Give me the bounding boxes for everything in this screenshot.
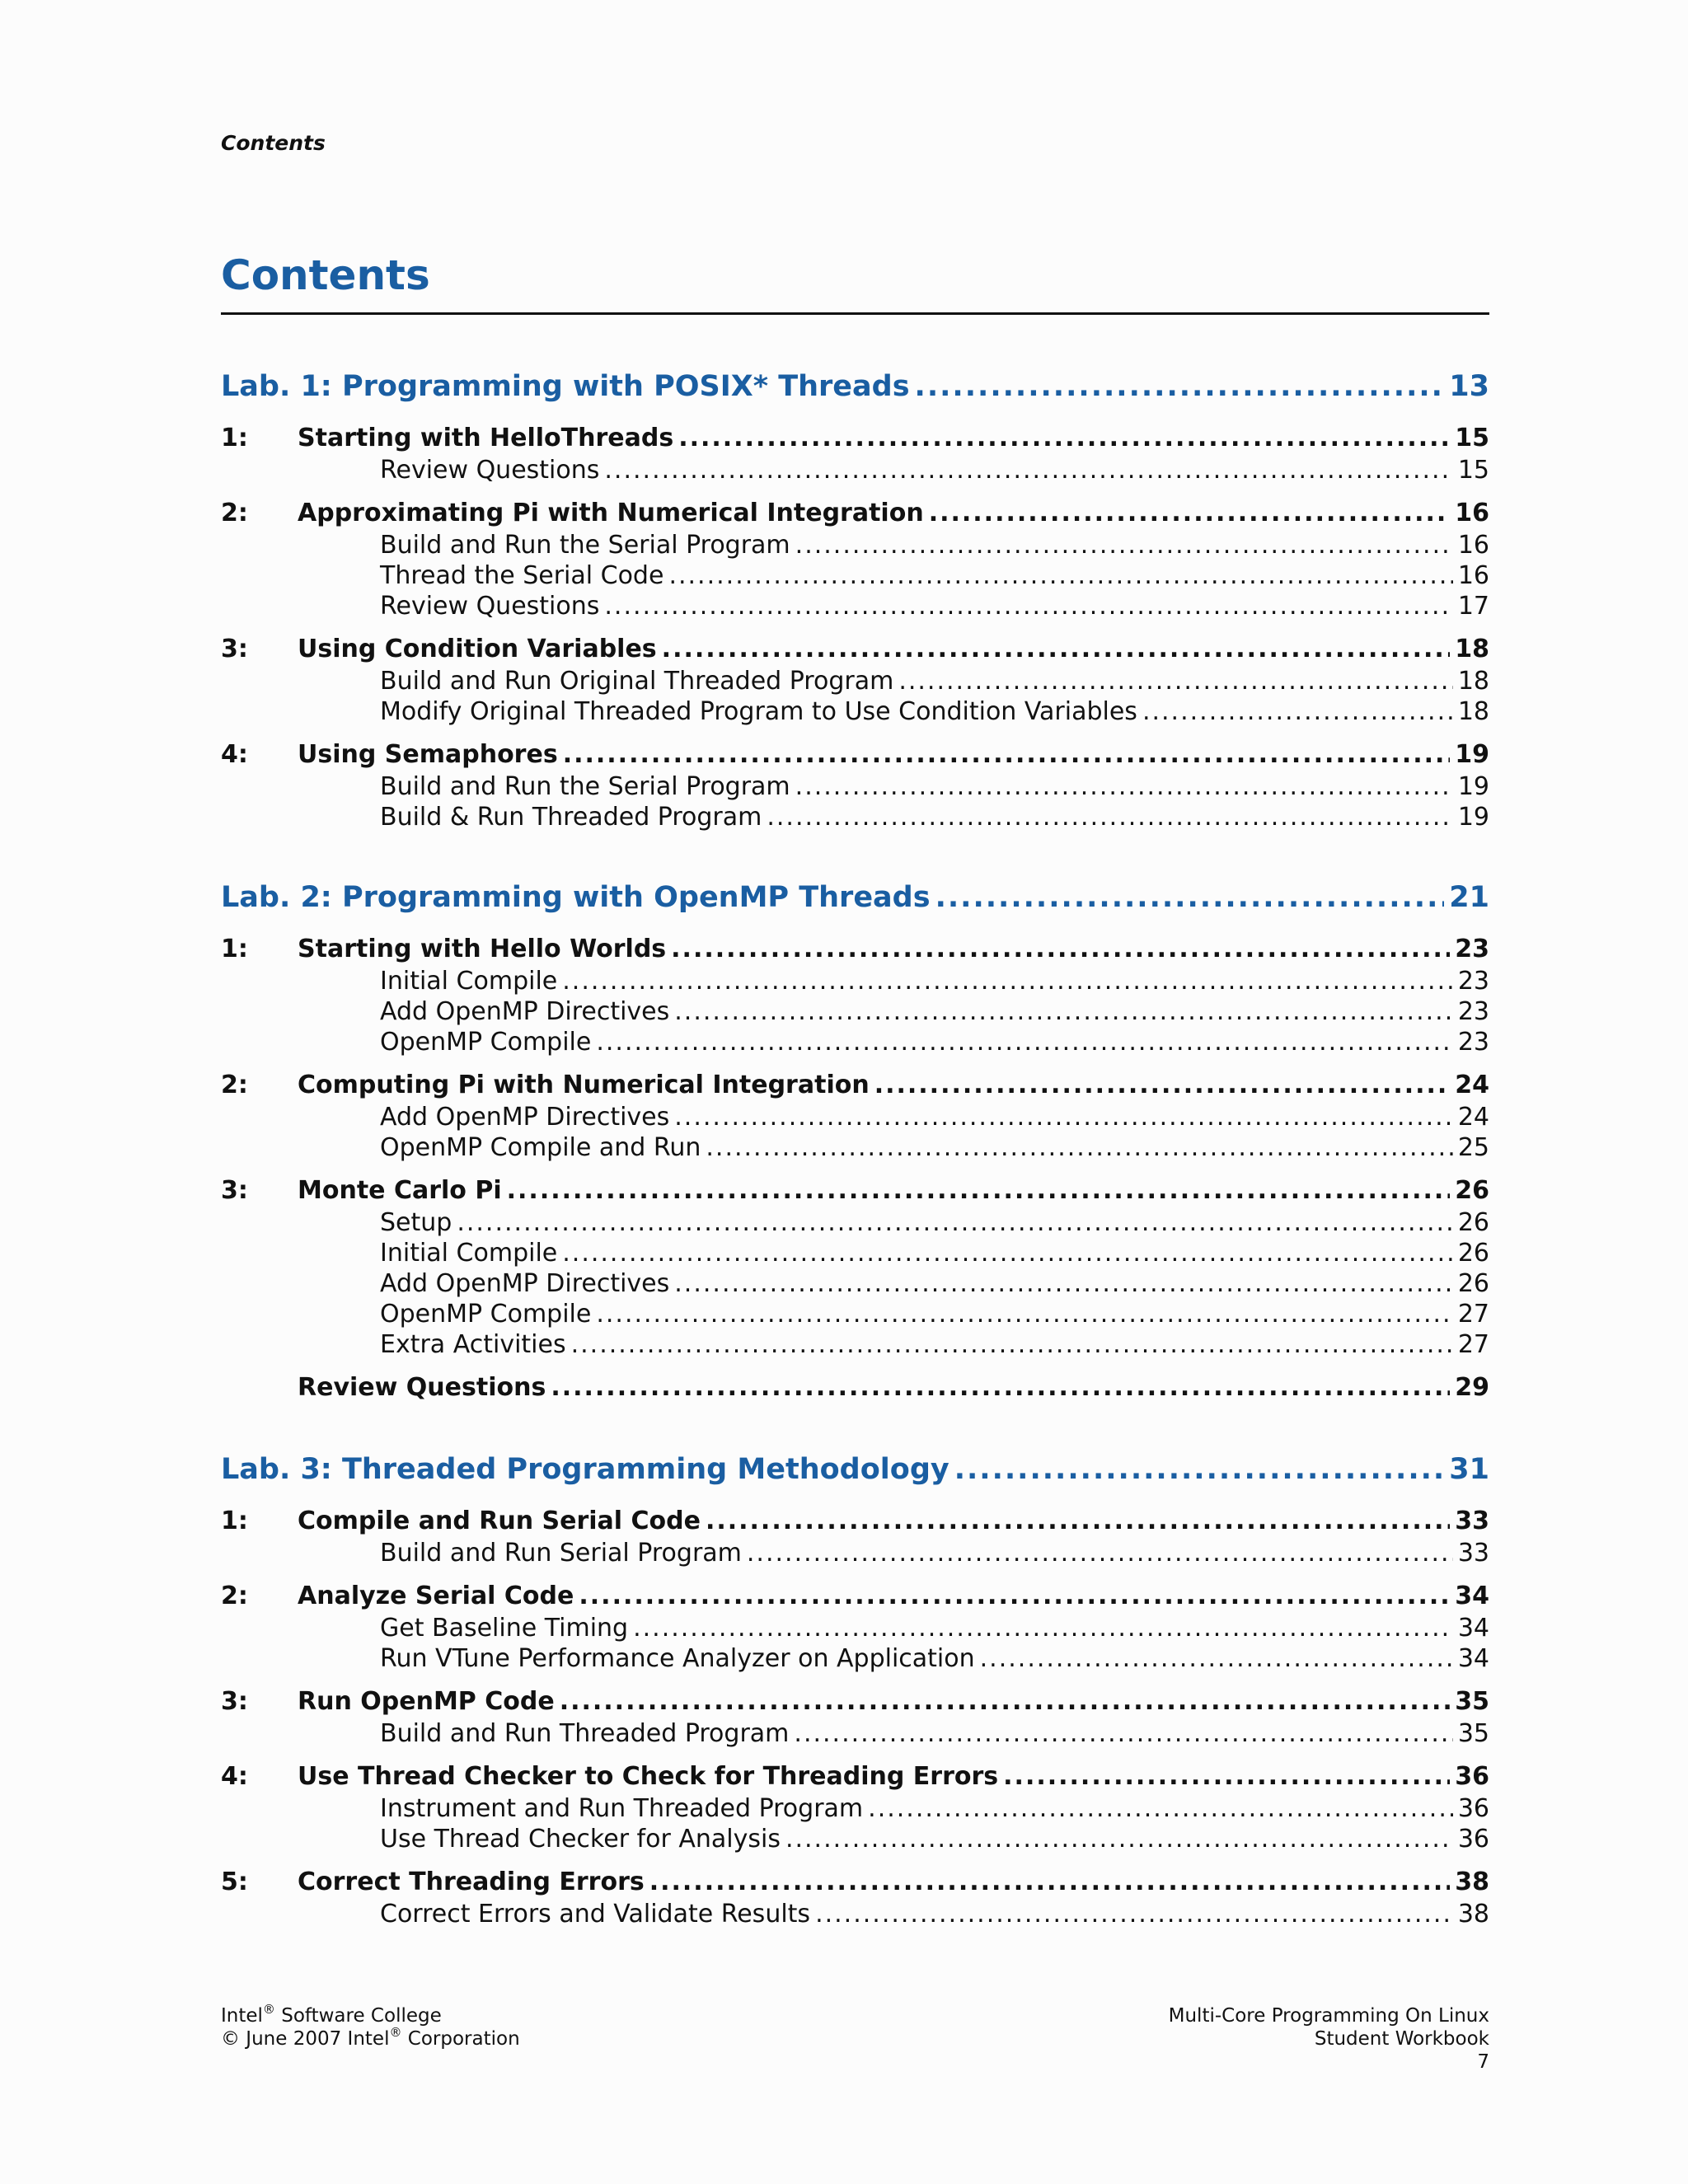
toc-section-number: 3: [221,1176,248,1205]
toc-page-number: 18 [1457,697,1489,726]
toc-entry-title: Compile and Run Serial Code [298,1507,701,1535]
footer-left [221,2004,520,2050]
dot-leader [706,1132,1452,1163]
dot-leader [898,666,1452,696]
toc-subsection-entry[interactable] [221,1132,1489,1163]
toc-section-number: 1: [221,1507,248,1535]
footer-book-subtitle: Student Workbook [1314,2028,1489,2050]
toc-entry-title: Starting with HelloThreads [298,424,674,452]
dot-leader [915,363,1445,410]
dot-leader [560,1685,1451,1718]
toc-page-number: 34 [1457,1614,1489,1643]
toc-section-entry[interactable] [221,933,1489,966]
toc-subsection-entry[interactable] [221,1299,1489,1329]
toc-section-entry[interactable] [221,1685,1489,1718]
toc-page-number: 25 [1457,1133,1489,1162]
toc-entry-title: Build and Run the Serial Program [380,531,790,560]
toc-entry-title: Build and Run Serial Program [380,1539,742,1568]
dot-leader [785,1824,1453,1854]
dot-leader [815,1899,1453,1929]
toc-subsection-entry[interactable] [221,1613,1489,1643]
dot-leader [604,455,1452,485]
toc-entry-title: Extra Activities [380,1330,566,1359]
toc-section-number: 1: [221,424,248,452]
toc-entry-title: Build & Run Threaded Program [380,803,762,832]
toc-page-number: 21 [1449,881,1489,914]
toc-section-entry[interactable] [221,422,1489,455]
toc-entry-title: Setup [380,1208,452,1237]
dot-leader [662,633,1451,666]
toc-section-entry[interactable] [221,1760,1489,1793]
toc-section-entry[interactable] [221,633,1489,666]
toc-entry-title: Lab. 2: Programming with OpenMP Threads [221,881,931,914]
dot-leader [795,530,1453,560]
toc-page-number: 27 [1457,1330,1489,1359]
toc-page-number: 24 [1457,1103,1489,1132]
toc-section-number: 4: [221,740,248,769]
toc-entry-title: Use Thread Checker to Check for Threading Errors [298,1762,999,1791]
toc-subsection-entry[interactable] [221,1268,1489,1299]
toc-page-number: 34 [1455,1582,1489,1610]
running-header: Contents [221,131,326,155]
toc-page-number: 27 [1457,1300,1489,1329]
toc-page-number: 26 [1457,1239,1489,1268]
toc-section-entry[interactable] [221,1174,1489,1207]
toc-subsection-entry[interactable] [221,455,1489,485]
toc-entry-title: OpenMP Compile [380,1028,592,1057]
toc-subsection-entry[interactable] [221,1899,1489,1929]
toc-entry-title: Computing Pi with Numerical Integration [298,1071,870,1099]
toc-page-number: 18 [1457,667,1489,696]
toc-subsection-entry[interactable] [221,696,1489,727]
page-number: 7 [1477,2051,1489,2073]
toc-entry-title: Run OpenMP Code [298,1687,555,1716]
toc-subsection-entry[interactable] [221,771,1489,802]
toc-page-number: 34 [1457,1644,1489,1673]
toc-entry-title: Using Condition Variables [298,635,657,663]
dot-leader [596,1027,1452,1057]
toc-section-entry[interactable] [221,1371,1489,1404]
toc-subsection-entry[interactable] [221,1643,1489,1674]
dot-leader [980,1643,1453,1674]
toc-entry-title: Initial Compile [380,1239,558,1268]
toc-subsection-entry[interactable] [221,1027,1489,1057]
dot-leader [794,1718,1452,1749]
toc-page-number: 31 [1449,1453,1489,1486]
toc-section-entry[interactable] [221,1866,1489,1899]
dot-leader [457,1207,1452,1238]
dot-leader [706,1505,1450,1538]
toc-entry-title: Analyze Serial Code [298,1582,574,1610]
toc-subsection-entry[interactable] [221,1207,1489,1238]
toc-subsection-entry[interactable] [221,666,1489,696]
dot-leader [935,874,1445,921]
dot-leader [874,1069,1451,1102]
toc-entry-title: Instrument and Run Threaded Program [380,1794,864,1823]
dot-leader [1142,696,1453,727]
toc-entry-title: Lab. 1: Programming with POSIX* Threads [221,370,910,403]
dot-leader [571,1329,1453,1360]
toc-page-number: 19 [1457,772,1489,801]
dot-leader [678,422,1450,455]
dot-leader [868,1793,1453,1824]
toc-section-number: 4: [221,1762,248,1791]
toc-entry-title: Add OpenMP Directives [380,997,670,1026]
toc-page-number: 19 [1455,740,1489,769]
dot-leader [633,1613,1453,1643]
toc-entry-title: Using Semaphores [298,740,558,769]
toc-section-number: 1: [221,935,248,963]
toc-page-number: 38 [1455,1868,1489,1896]
toc-section-number: 3: [221,1687,248,1716]
toc-page-number: 36 [1455,1762,1489,1791]
toc-entry-title: Get Baseline Timing [380,1614,629,1643]
toc-section-number: 2: [221,499,248,527]
toc-page-number: 35 [1457,1719,1489,1748]
toc-entry-title: Correct Errors and Validate Results [380,1900,811,1929]
title-rule [221,312,1489,315]
toc-entry-title: Thread the Serial Code [380,561,664,590]
footer-left-line1: Intel® Software College [221,2002,442,2027]
toc-entry-title: Initial Compile [380,967,558,996]
toc-page-number: 16 [1457,531,1489,560]
toc-subsection-entry[interactable] [221,1102,1489,1132]
toc-entry-title: Build and Run Original Threaded Program [380,667,894,696]
toc-page-number: 23 [1457,997,1489,1026]
toc-page-number: 15 [1455,424,1489,452]
dot-leader [668,560,1452,591]
toc-entry-title: Monte Carlo Pi [298,1176,502,1205]
toc-page-number: 23 [1455,935,1489,963]
toc-page-number: 29 [1455,1373,1489,1402]
toc-entry-title: OpenMP Compile and Run [380,1133,701,1162]
dot-leader [551,1371,1450,1404]
toc-page-number: 23 [1457,1028,1489,1057]
dot-leader [674,1102,1453,1132]
toc-page-number: 33 [1457,1539,1489,1568]
toc-subsection-entry[interactable] [221,966,1489,996]
toc-subsection-entry[interactable] [221,1718,1489,1749]
toc-section-number: 2: [221,1582,248,1610]
toc-section-entry[interactable] [221,497,1489,530]
toc-page-number: 19 [1457,803,1489,832]
footer-right [1169,2004,1489,2074]
dot-leader [563,738,1451,771]
toc-subsection-entry[interactable] [221,591,1489,621]
toc-subsection-entry[interactable] [221,996,1489,1027]
dot-leader [767,802,1452,832]
toc-entry-title: Review Questions [298,1373,546,1402]
toc-page-number: 26 [1457,1208,1489,1237]
toc-page-number: 23 [1457,967,1489,996]
toc-section-entry[interactable] [221,1505,1489,1538]
dot-leader [507,1174,1451,1207]
toc-subsection-entry[interactable] [221,1238,1489,1268]
toc-page-number: 13 [1449,370,1489,403]
dot-leader [795,771,1453,802]
toc-page-number: 26 [1457,1269,1489,1298]
toc-subsection-entry[interactable] [221,1538,1489,1568]
toc-entry-title: Lab. 3: Threaded Programming Methodology [221,1453,950,1486]
dot-leader [579,1580,1450,1613]
toc-page-number: 33 [1455,1507,1489,1535]
table-of-contents [221,363,1489,1929]
toc-lab-entry[interactable] [221,1446,1489,1493]
toc-section-entry[interactable] [221,1069,1489,1102]
dot-leader [596,1299,1452,1329]
dot-leader [604,591,1452,621]
toc-page-number: 16 [1457,561,1489,590]
dot-leader [954,1446,1445,1493]
toc-section-number: 3: [221,635,248,663]
toc-subsection-entry[interactable] [221,1824,1489,1854]
toc-subsection-entry[interactable] [221,530,1489,560]
toc-entry-title: OpenMP Compile [380,1300,592,1329]
toc-page-number: 38 [1457,1900,1489,1929]
toc-page-number: 18 [1455,635,1489,663]
toc-section-number: 2: [221,1071,248,1099]
toc-entry-title: Starting with Hello Worlds [298,935,667,963]
footer-left-line2: © June 2007 Intel® Corporation [221,2025,520,2050]
toc-page-number: 16 [1455,499,1489,527]
toc-entry-title: Review Questions [380,456,600,485]
toc-subsection-entry[interactable] [221,802,1489,832]
page-title: Contents [221,251,430,299]
toc-entry-title: Build and Run the Serial Program [380,772,790,801]
toc-entry-title: Add OpenMP Directives [380,1269,670,1298]
footer-book-title: Multi-Core Programming On Linux [1168,2005,1489,2027]
dot-leader [562,966,1453,996]
toc-entry-title: Modify Original Threaded Program to Use Condition Variables [380,697,1137,726]
toc-section-entry[interactable] [221,1580,1489,1613]
toc-page-number: 36 [1457,1825,1489,1854]
toc-entry-title: Use Thread Checker for Analysis [380,1825,781,1854]
toc-page-number: 24 [1455,1071,1489,1099]
toc-section-number: 5: [221,1868,248,1896]
toc-subsection-entry[interactable] [221,560,1489,591]
toc-page-number: 26 [1455,1176,1489,1205]
dot-leader [671,933,1450,966]
toc-page-number: 17 [1457,592,1489,621]
toc-entry-title: Correct Threading Errors [298,1868,645,1896]
toc-entry-title: Review Questions [380,592,600,621]
dot-leader [747,1538,1453,1568]
toc-entry-title: Add OpenMP Directives [380,1103,670,1132]
dot-leader [929,497,1451,530]
dot-leader [562,1238,1453,1268]
dot-leader [649,1866,1451,1899]
dot-leader [674,996,1453,1027]
dot-leader [1003,1760,1450,1793]
toc-entry-title: Build and Run Threaded Program [380,1719,790,1748]
toc-lab-entry[interactable] [221,363,1489,410]
toc-entry-title: Run VTune Performance Analyzer on Application [380,1644,975,1673]
toc-lab-entry[interactable] [221,874,1489,921]
toc-section-entry[interactable] [221,738,1489,771]
toc-subsection-entry[interactable] [221,1329,1489,1360]
toc-entry-title: Approximating Pi with Numerical Integration [298,499,924,527]
dot-leader [674,1268,1453,1299]
toc-page-number: 35 [1455,1687,1489,1716]
toc-page-number: 36 [1457,1794,1489,1823]
toc-page-number: 15 [1457,456,1489,485]
toc-subsection-entry[interactable] [221,1793,1489,1824]
